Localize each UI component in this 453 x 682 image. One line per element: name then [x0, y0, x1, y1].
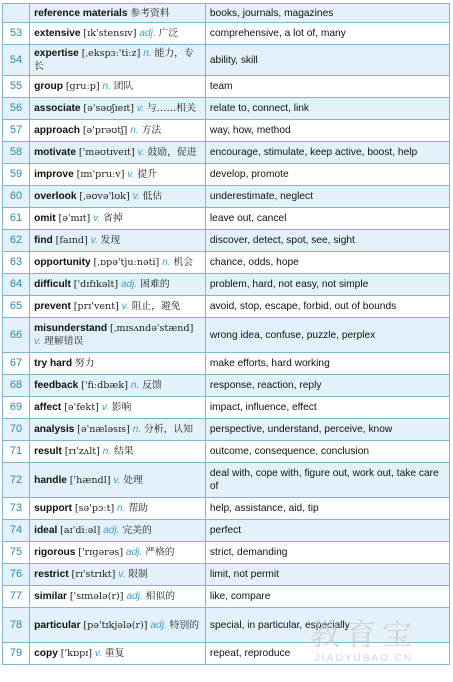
- phonetic-text: [rɪ'strɪkt]: [71, 569, 116, 580]
- phonetic-text: ['məʊtɪveɪt]: [78, 147, 135, 158]
- synonyms-cell: help, assistance, aid, tip: [205, 498, 449, 520]
- vocab-row: [3, 230, 450, 252]
- word-text: expertise: [34, 48, 79, 59]
- vocab-row: [3, 498, 450, 520]
- synonyms-cell: way, how, method: [205, 120, 449, 142]
- vocabulary-table: [2, 3, 450, 665]
- word-text: restrict: [34, 569, 69, 580]
- row-number: 78: [3, 608, 30, 643]
- part-of-speech: n.: [117, 503, 126, 514]
- phonetic-text: [aɪ'diːəl]: [60, 525, 101, 536]
- synonyms-cell: chance, odds, hope: [205, 252, 449, 274]
- chinese-meaning: 与……相关: [146, 103, 196, 114]
- chinese-meaning: 理解错误: [44, 336, 84, 347]
- row-number: 66: [3, 318, 30, 353]
- part-of-speech: adj.: [125, 547, 143, 558]
- synonyms-cell: deal with, cope with, figure out, work out, take care of: [205, 463, 449, 498]
- chinese-meaning: 分析，认知: [144, 424, 194, 435]
- part-of-speech: v.: [94, 648, 103, 659]
- word-text: particular: [34, 619, 81, 631]
- phonetic-text: ['rɪgərəs]: [78, 547, 124, 558]
- word-cell: [30, 318, 206, 353]
- row-number: 72: [3, 463, 30, 498]
- chinese-meaning: 影响: [111, 402, 132, 413]
- part-of-speech: adj.: [139, 28, 156, 39]
- phonetic-text: [gruːp]: [65, 81, 100, 92]
- synonyms-cell: repeat, reproduce: [205, 643, 449, 665]
- synonyms-cell: make efforts, hard working: [205, 353, 449, 375]
- phonetic-text: ['fiːdbæk]: [81, 380, 128, 391]
- part-of-speech: n.: [130, 380, 140, 391]
- chinese-meaning: 广泛: [158, 28, 179, 39]
- word-cell: [30, 564, 206, 586]
- word-text: affect: [34, 402, 62, 413]
- vocab-row: [3, 643, 450, 665]
- vocab-row: [3, 208, 450, 230]
- chinese-meaning: 帮助: [128, 503, 148, 514]
- vocab-row: [3, 23, 450, 45]
- word-text: similar: [34, 591, 67, 602]
- word-cell: [30, 98, 206, 120]
- phonetic-text: [ˌɒpə'tjuːnəti]: [93, 257, 160, 268]
- row-number: 74: [3, 520, 30, 542]
- part-of-speech: v.: [137, 147, 145, 158]
- word-cell: [30, 375, 206, 397]
- phonetic-text: [faɪnd]: [55, 235, 88, 246]
- synonyms-cell: wrong idea, confuse, puzzle, perplex: [205, 318, 449, 353]
- chinese-meaning: 团队: [113, 81, 134, 92]
- row-number: 68: [3, 375, 30, 397]
- phonetic-text: [pə'tɪkjələ(r)]: [83, 619, 148, 631]
- word-text: result: [34, 446, 62, 457]
- vocab-row: [3, 353, 450, 375]
- word-text: ideal: [34, 525, 58, 536]
- row-number: 62: [3, 230, 30, 252]
- phonetic-text: [rɪ'zʌlt]: [64, 446, 100, 457]
- vocab-row: [3, 98, 450, 120]
- word-cell: [30, 608, 206, 643]
- word-cell: [30, 463, 206, 498]
- phonetic-text: [ˌmɪsʌndə'stænd]: [109, 323, 194, 334]
- word-text: try hard: [34, 358, 73, 369]
- chinese-meaning: 困难的: [140, 279, 170, 290]
- phonetic-text: ['kɒpɪ]: [60, 648, 93, 659]
- part-of-speech: n.: [102, 81, 111, 92]
- part-of-speech: v.: [136, 103, 145, 114]
- synonyms-cell: perspective, understand, perceive, know: [205, 419, 449, 441]
- word-text: improve: [34, 169, 74, 180]
- vocab-row: [3, 397, 450, 419]
- chinese-meaning: 严格的: [145, 547, 175, 558]
- row-number: 75: [3, 542, 30, 564]
- word-text: misunderstand: [34, 323, 108, 334]
- word-cell: [30, 4, 206, 23]
- watermark-cn: 教育宝: [310, 618, 418, 653]
- word-text: reference materials: [34, 7, 128, 19]
- phonetic-text: [ə'mɪt]: [58, 213, 91, 224]
- row-number: 67: [3, 353, 30, 375]
- word-text: rigorous: [34, 547, 76, 558]
- word-text: handle: [34, 474, 67, 486]
- row-number: 57: [3, 120, 30, 142]
- chinese-meaning: 能力，专长: [34, 48, 194, 72]
- word-text: extensive: [34, 28, 81, 39]
- synonyms-cell: outcome, consequence, conclusion: [205, 441, 449, 463]
- part-of-speech: v.: [101, 402, 109, 413]
- row-number: 55: [3, 76, 30, 98]
- word-cell: [30, 230, 206, 252]
- phonetic-text: ['sɪmələ(r)]: [69, 591, 124, 602]
- word-text: approach: [34, 125, 80, 136]
- vocab-row: [3, 142, 450, 164]
- chinese-meaning: 阻止，避免: [131, 301, 181, 312]
- part-of-speech: v.: [127, 169, 135, 180]
- row-number: 59: [3, 164, 30, 186]
- row-number: 65: [3, 296, 30, 318]
- phonetic-text: [prɪ'vent]: [73, 301, 119, 312]
- chinese-meaning: 结果: [114, 446, 134, 457]
- part-of-speech: v.: [132, 191, 140, 202]
- row-number: 63: [3, 252, 30, 274]
- word-text: overlook: [34, 191, 77, 202]
- vocab-row: [3, 375, 450, 397]
- word-text: omit: [34, 213, 56, 224]
- chinese-meaning: 相似的: [145, 591, 176, 602]
- synonyms-cell: comprehensive, a lot of, many: [205, 23, 449, 45]
- chinese-meaning: 发现: [100, 235, 121, 246]
- word-cell: [30, 23, 206, 45]
- synonyms-cell: team: [205, 76, 449, 98]
- synonyms-cell: perfect: [205, 520, 449, 542]
- word-cell: [30, 520, 206, 542]
- vocab-row: [3, 252, 450, 274]
- synonyms-cell: strict, demanding: [205, 542, 449, 564]
- row-number: 73: [3, 498, 30, 520]
- phonetic-text: ['dɪfɪkəlt]: [73, 279, 119, 290]
- chinese-meaning: 处理: [123, 474, 143, 486]
- phonetic-text: [ə'fekt]: [64, 402, 99, 413]
- synonyms-cell: like, compare: [205, 586, 449, 608]
- part-of-speech: v.: [90, 235, 98, 246]
- vocab-row: [3, 318, 450, 353]
- phonetic-text: [ə'næləsɪs]: [77, 424, 130, 435]
- row-number: [3, 4, 30, 23]
- vocab-row: [3, 164, 450, 186]
- synonyms-cell: special, in particular, especially: [205, 608, 449, 643]
- word-cell: [30, 76, 206, 98]
- chinese-meaning: 方法: [141, 125, 162, 136]
- synonyms-cell: encourage, stimulate, keep active, boost, help: [205, 142, 449, 164]
- phonetic-text: [ɪk'stensɪv]: [83, 28, 137, 39]
- chinese-meaning: 参考资料: [130, 7, 170, 19]
- vocab-row: [3, 186, 450, 208]
- vocab-row: [3, 4, 450, 23]
- phonetic-text: [ɪm'pruːv]: [76, 169, 125, 180]
- row-number: 70: [3, 419, 30, 441]
- part-of-speech: n.: [130, 125, 139, 136]
- row-number: 79: [3, 643, 30, 665]
- row-number: 56: [3, 98, 30, 120]
- synonyms-cell: limit, not permit: [205, 564, 449, 586]
- phonetic-text: [ˌəʊvə'lʊk]: [79, 191, 130, 202]
- word-cell: [30, 498, 206, 520]
- chinese-meaning: 省掉: [103, 213, 123, 224]
- word-text: motivate: [34, 147, 77, 158]
- synonyms-cell: relate to, connect, link: [205, 98, 449, 120]
- word-text: associate: [34, 103, 81, 114]
- row-number: 54: [3, 45, 30, 76]
- vocab-row: [3, 441, 450, 463]
- chinese-meaning: 特别的: [169, 619, 200, 631]
- word-text: group: [34, 81, 63, 92]
- word-cell: [30, 419, 206, 441]
- part-of-speech: v.: [121, 301, 129, 312]
- word-text: support: [34, 503, 73, 514]
- phonetic-text: [ə'səʊʃɪeɪt]: [83, 103, 135, 114]
- vocab-row: [3, 608, 450, 643]
- vocab-row: [3, 564, 450, 586]
- vocab-row: [3, 463, 450, 498]
- synonyms-cell: ability, skill: [205, 45, 449, 76]
- word-cell: [30, 274, 206, 296]
- word-text: feedback: [34, 380, 79, 391]
- word-cell: [30, 397, 206, 419]
- word-text: find: [34, 235, 53, 246]
- part-of-speech: n.: [162, 257, 171, 268]
- synonyms-cell: underestimate, neglect: [205, 186, 449, 208]
- chinese-meaning: 机会: [173, 257, 194, 268]
- part-of-speech: v.: [34, 336, 42, 347]
- part-of-speech: v.: [93, 213, 101, 224]
- watermark-en: JIAOYUBAO.CN: [314, 653, 414, 664]
- part-of-speech: n.: [102, 446, 112, 457]
- chinese-meaning: 提升: [137, 169, 157, 180]
- phonetic-text: ['hændl]: [69, 474, 111, 486]
- synonyms-cell: develop, promote: [205, 164, 449, 186]
- synonyms-cell: discover, detect, spot, see, sight: [205, 230, 449, 252]
- synonyms-cell: leave out, cancel: [205, 208, 449, 230]
- word-cell: [30, 643, 206, 665]
- word-cell: [30, 441, 206, 463]
- word-cell: [30, 164, 206, 186]
- vocab-row: [3, 419, 450, 441]
- word-cell: [30, 142, 206, 164]
- synonyms-cell: problem, hard, not easy, not simple: [205, 274, 449, 296]
- part-of-speech: adj.: [150, 619, 167, 631]
- word-cell: [30, 252, 206, 274]
- row-number: 64: [3, 274, 30, 296]
- chinese-meaning: 低估: [142, 191, 163, 202]
- phonetic-text: [ˌekspɜː'tiːz]: [81, 48, 141, 59]
- word-cell: [30, 45, 206, 76]
- vocab-row: [3, 274, 450, 296]
- part-of-speech: v.: [118, 569, 126, 580]
- phonetic-text: [sə'pɔːt]: [74, 503, 115, 514]
- phonetic-text: [ə'prəʊtʃ]: [82, 125, 128, 136]
- row-number: 69: [3, 397, 30, 419]
- part-of-speech: n.: [143, 48, 152, 59]
- part-of-speech: adj.: [120, 279, 138, 290]
- word-text: difficult: [34, 279, 71, 290]
- synonyms-cell: books, journals, magazines: [205, 4, 449, 23]
- word-text: opportunity: [34, 257, 91, 268]
- row-number: 53: [3, 23, 30, 45]
- chinese-meaning: 重复: [104, 648, 125, 659]
- synonyms-cell: avoid, stop, escape, forbid, out of bounds: [205, 296, 449, 318]
- row-number: 76: [3, 564, 30, 586]
- word-cell: [30, 586, 206, 608]
- part-of-speech: adj.: [126, 591, 143, 602]
- row-number: 77: [3, 586, 30, 608]
- vocab-row: [3, 542, 450, 564]
- word-text: prevent: [34, 301, 71, 312]
- row-number: 60: [3, 186, 30, 208]
- word-cell: [30, 120, 206, 142]
- chinese-meaning: 反馈: [142, 380, 162, 391]
- row-number: 71: [3, 441, 30, 463]
- part-of-speech: v.: [113, 474, 121, 486]
- chinese-meaning: 努力: [74, 358, 95, 369]
- word-cell: [30, 353, 206, 375]
- word-text: analysis: [34, 424, 75, 435]
- vocab-row: [3, 45, 450, 76]
- word-cell: [30, 208, 206, 230]
- synonyms-cell: impact, influence, effect: [205, 397, 449, 419]
- word-cell: [30, 542, 206, 564]
- vocab-row: [3, 296, 450, 318]
- row-number: 61: [3, 208, 30, 230]
- chinese-meaning: 限制: [128, 569, 148, 580]
- word-cell: [30, 186, 206, 208]
- word-cell: [30, 296, 206, 318]
- part-of-speech: n.: [132, 424, 142, 435]
- vocab-row: [3, 586, 450, 608]
- vocabulary-table-body: [3, 4, 450, 665]
- vocab-row: [3, 120, 450, 142]
- chinese-meaning: 鼓励，促进: [147, 147, 197, 158]
- part-of-speech: adj.: [103, 525, 120, 536]
- word-text: copy: [34, 648, 58, 659]
- vocab-row: [3, 520, 450, 542]
- row-number: 58: [3, 142, 30, 164]
- vocab-row: [3, 76, 450, 98]
- synonyms-cell: response, reaction, reply: [205, 375, 449, 397]
- chinese-meaning: 完美的: [122, 525, 152, 536]
